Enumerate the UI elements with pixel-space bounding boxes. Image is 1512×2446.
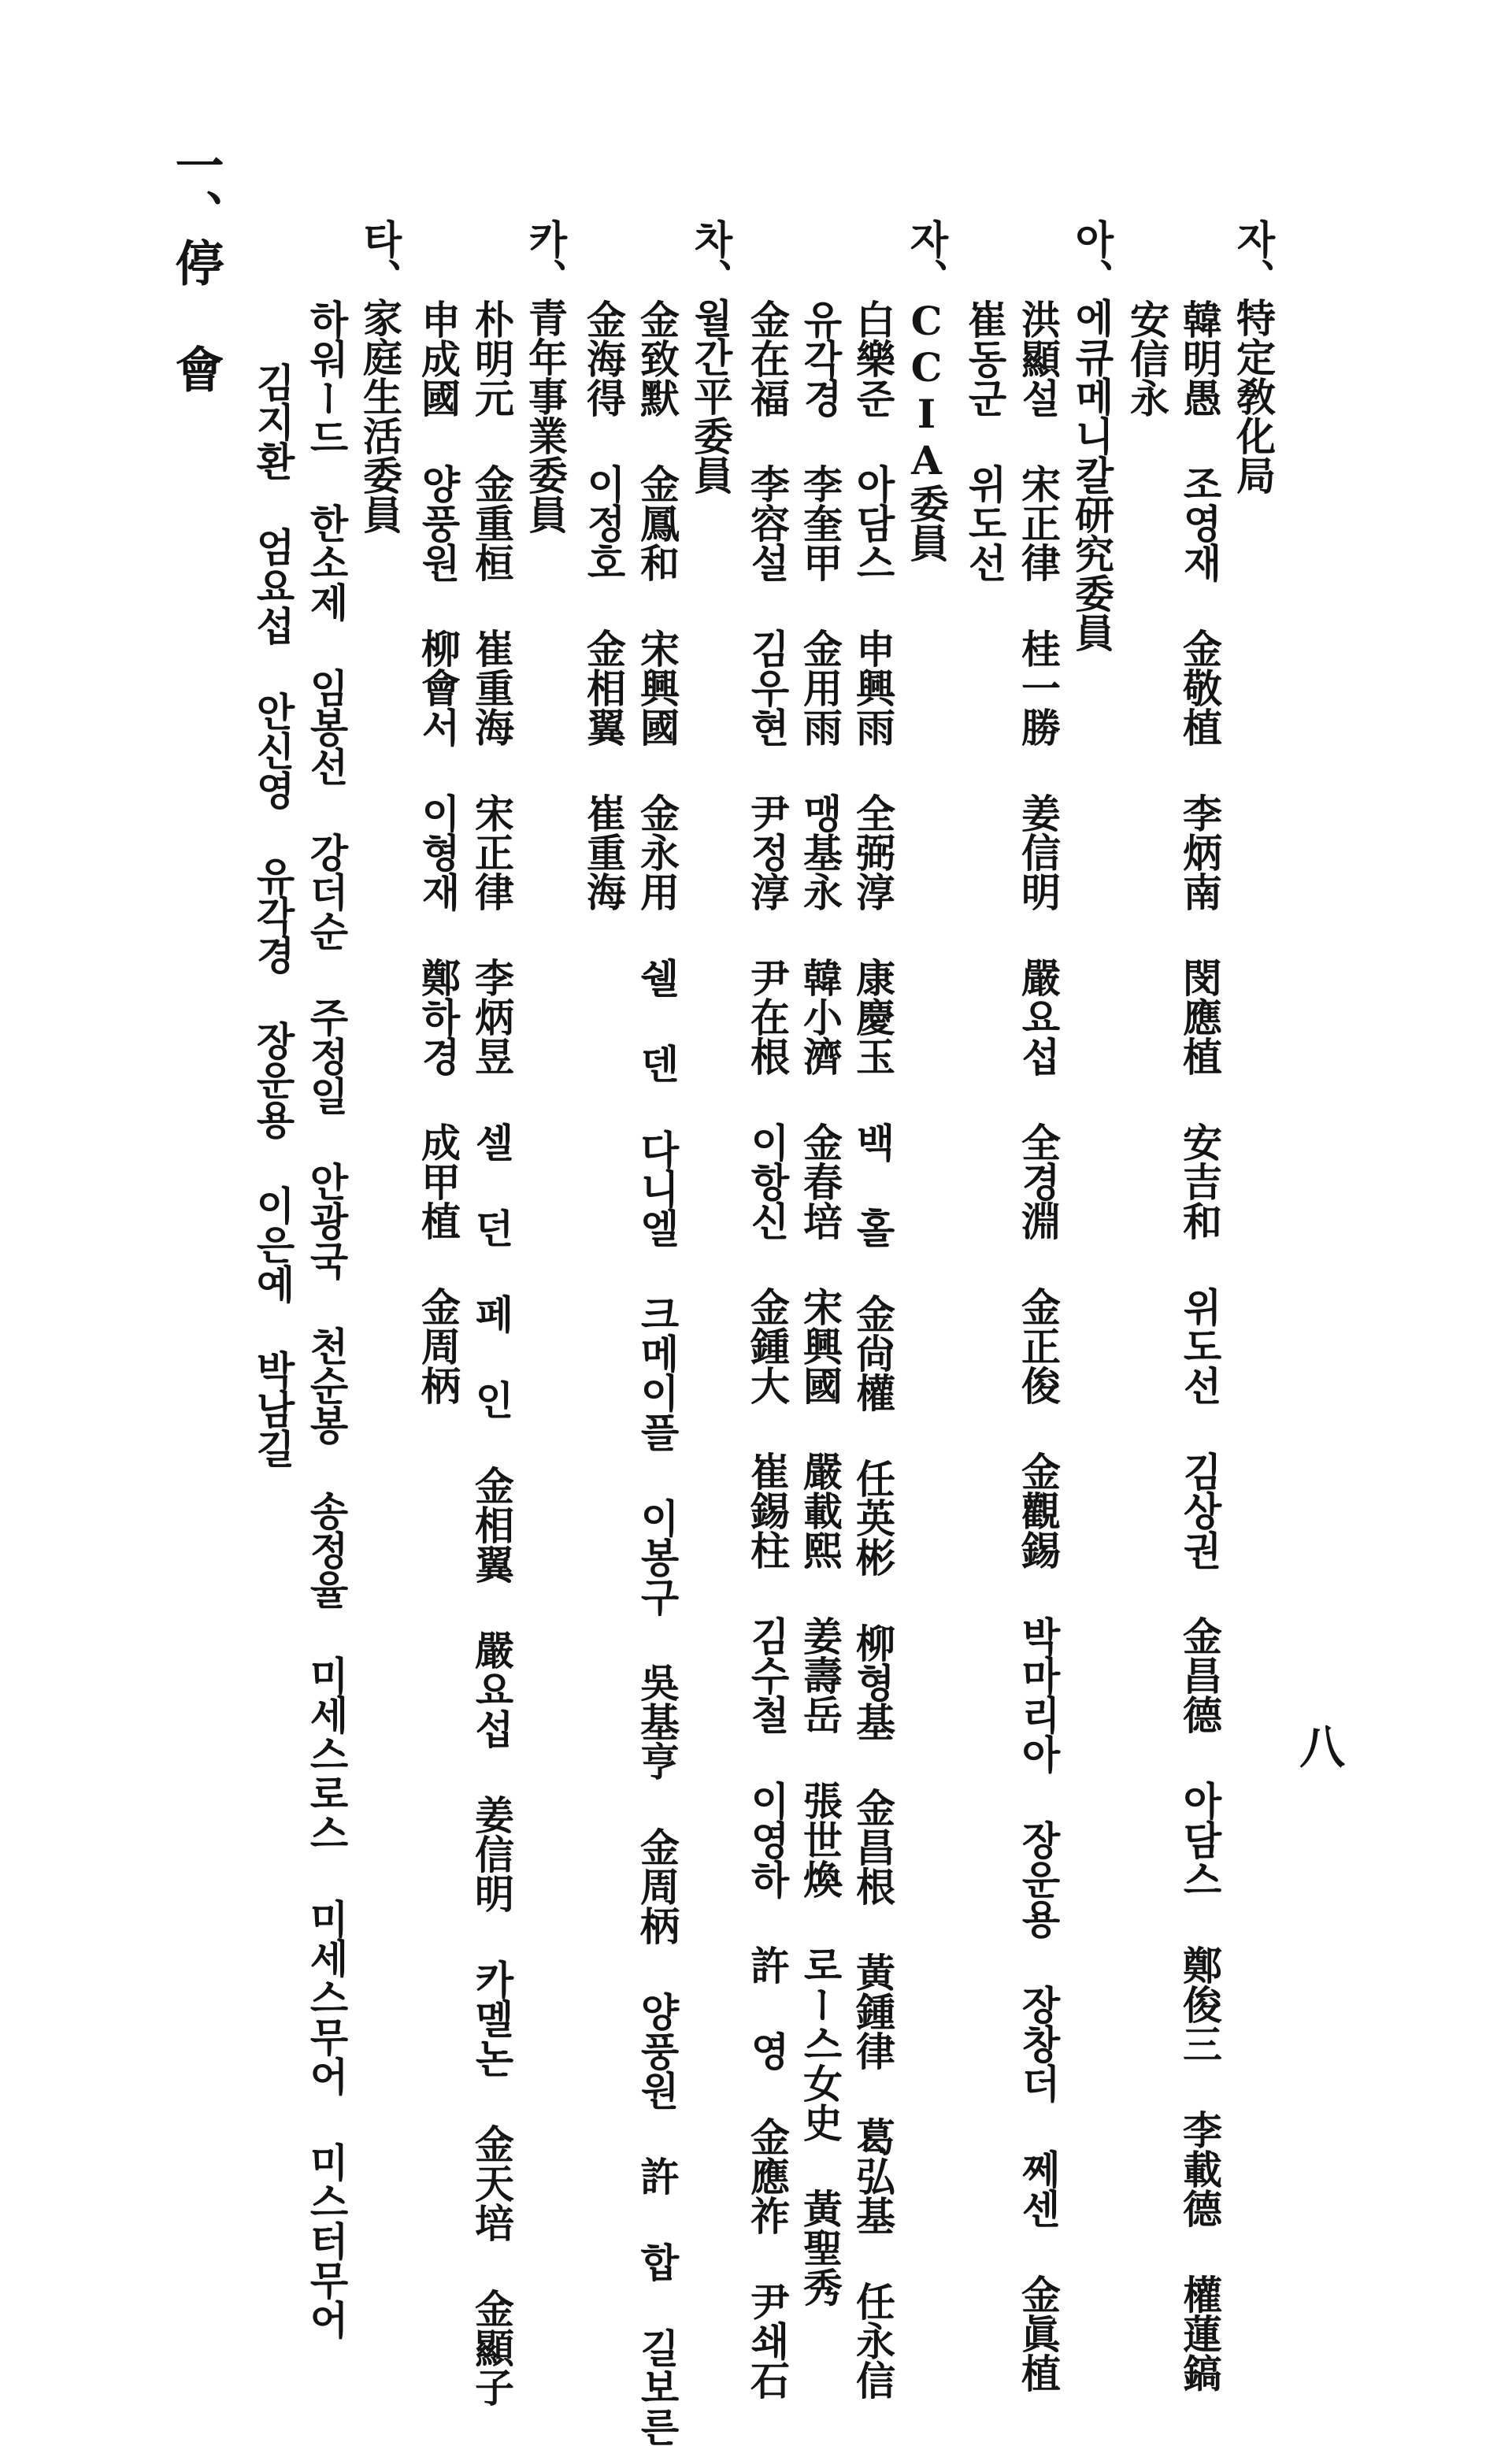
section-heading-ja-ccia: 자、CCIA委員 — [903, 219, 950, 562]
page-number: 八 — [1292, 1723, 1345, 1769]
member-list-ccia-2: 유각경 李奎甲 金用雨 맹基永 韓小濟 金春培 宋興國 嚴載熙 姜壽岳 張世煥 로ー스女史 黃聖秀 — [797, 299, 843, 2307]
member-list-family-1: 하워ー드 한소제 임봉선 강더순 주정일 안광국 천순봉 송정율 미세스로스 미세스무어 미스터무어 — [303, 299, 350, 2339]
member-list-specific-education-cont: 安信永 — [1124, 299, 1170, 417]
member-list-monthly-1: 金致默 金鳳和 宋興國 金永用 쉘 덴 다니엘 크메이플 이봉구 吳基亨 金周柄 양풍원 許 합 길보른 — [634, 299, 680, 2446]
section-heading-adjournment: 一、停 會 — [167, 140, 224, 393]
member-list-monthly-2: 金海得 이정호 金相翼 崔重海 — [580, 299, 627, 911]
member-list-youth-2: 申成國 양풍원 柳會서 이형재 鄭하경 成甲植 金周柄 — [415, 299, 461, 1405]
member-list-family-2: 김지환 엄요섭 안신영 유각경 장운용 이은예 박남길 — [250, 362, 296, 1468]
member-list-ecumenical: 洪顯설 宋正律 桂一勝 姜信明 嚴요섭 全경淵 金正俊 金觀錫 박마리아 장운용 장창더 쩨센 金眞植 — [1015, 299, 1062, 2392]
section-heading-ja-specific-education: 자、特定敎化局 — [1230, 219, 1277, 495]
member-list-ccia-3: 金在福 李容설 김우현 尹정淳 尹在根 이항신 金鍾大 崔錫柱 김수철 이영하 許 영 金應祚 尹쇄石 — [744, 299, 791, 2400]
section-heading-ta-family: 타、家庭生活委員 — [357, 219, 403, 534]
member-list-ecumenical-cont: 崔동군 위도선 — [962, 299, 1008, 582]
section-heading-a-ecumenical: 아、에큐메니칼研究委員 — [1069, 219, 1115, 652]
member-list-specific-education: 韓明愚 조영재 金敬植 李炳南 閔應植 安吉和 위도선 김상권 金昌德 아담스 鄭俊三 李載德 權蓮鎬 — [1177, 299, 1223, 2392]
section-heading-ka-youth: 카、青年事業委員 — [522, 219, 569, 534]
member-list-ccia-1: 白樂준 아담스 申興雨 全弼淳 康慶玉 백 홀 金尙權 任英彬 柳형基 金昌根 黃鍾律 葛弘基 任永信 — [850, 299, 896, 2400]
section-heading-cha-monthly: 차、월간平委員 — [687, 219, 734, 495]
member-list-youth-1: 朴明元 金重桓 崔重海 宋正律 李炳昱 셀 던 페 인 金相翼 嚴요섭 姜信明 카멜논 金天培 金顯子 — [469, 299, 515, 2407]
